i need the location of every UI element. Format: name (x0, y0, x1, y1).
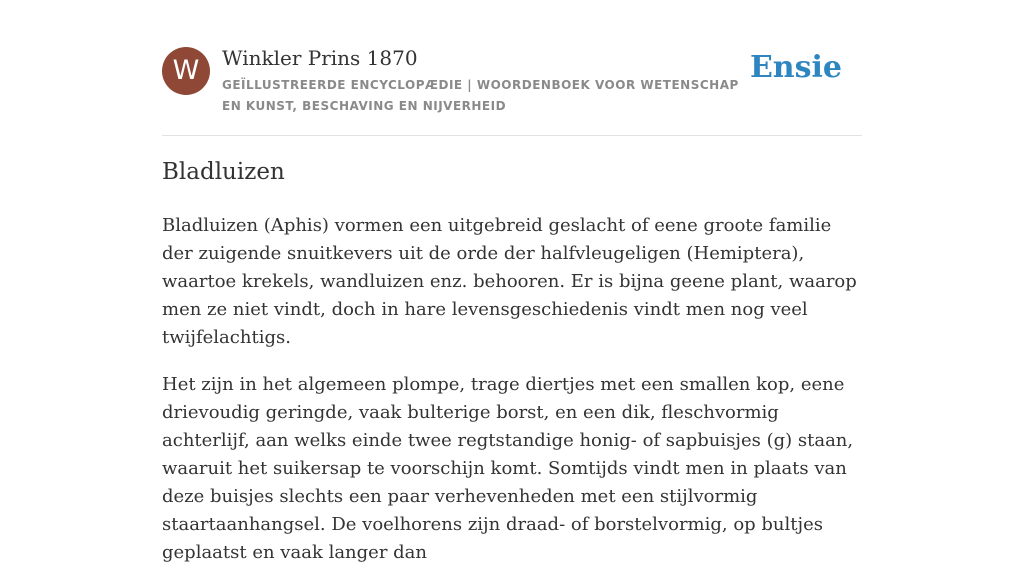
source-subtitle: GEÏLLUSTREERDE ENCYCLOPÆDIE | WOORDENBOEK VOOR WETENSCHAP EN KUNST, BESCHAVING EN NIJVERHEID (222, 78, 739, 113)
header-divider (162, 135, 862, 136)
entry-body (162, 212, 862, 586)
source-avatar[interactable]: W (162, 47, 210, 95)
source-title[interactable]: Winkler Prins 1870 (222, 46, 418, 70)
ensie-logo[interactable]: Ensie (749, 50, 842, 85)
entry-title: Bladluizen (162, 159, 285, 185)
entry-paragraph-2: Het zijn in het algemeen plompe, trage diertjes met een smallen kop, eene drievoudig geringde, vaak bulterige borst, en een dik, fleschvormig achterlijf, aan welks einde twee regtstandige honig- of sapbuisjes (g) staan, waaruit het suikersap te voorschijn komt. Somtijds vindt men in plaats van deze buisjes slechts een paar verhevenheden met een stijlvormig staartaanhangsel. De voelhorens zijn draad- of borstelvormig, op bultjes geplaatst en vaak langer dan (162, 374, 854, 563)
source-header (162, 44, 862, 114)
entry-paragraph-1: Bladluizen (Aphis) vormen een uitgebreid geslacht of eene groote familie der zuigende snuitkevers uit de orde der halfvleugeligen (Hemiptera), waartoe krekels, wandluizen enz. behooren. Er is bijna geene plant, waarop men ze niet vindt, doch in hare levensgeschiedenis vindt men nog veel twijfelachtigs. (162, 215, 857, 348)
